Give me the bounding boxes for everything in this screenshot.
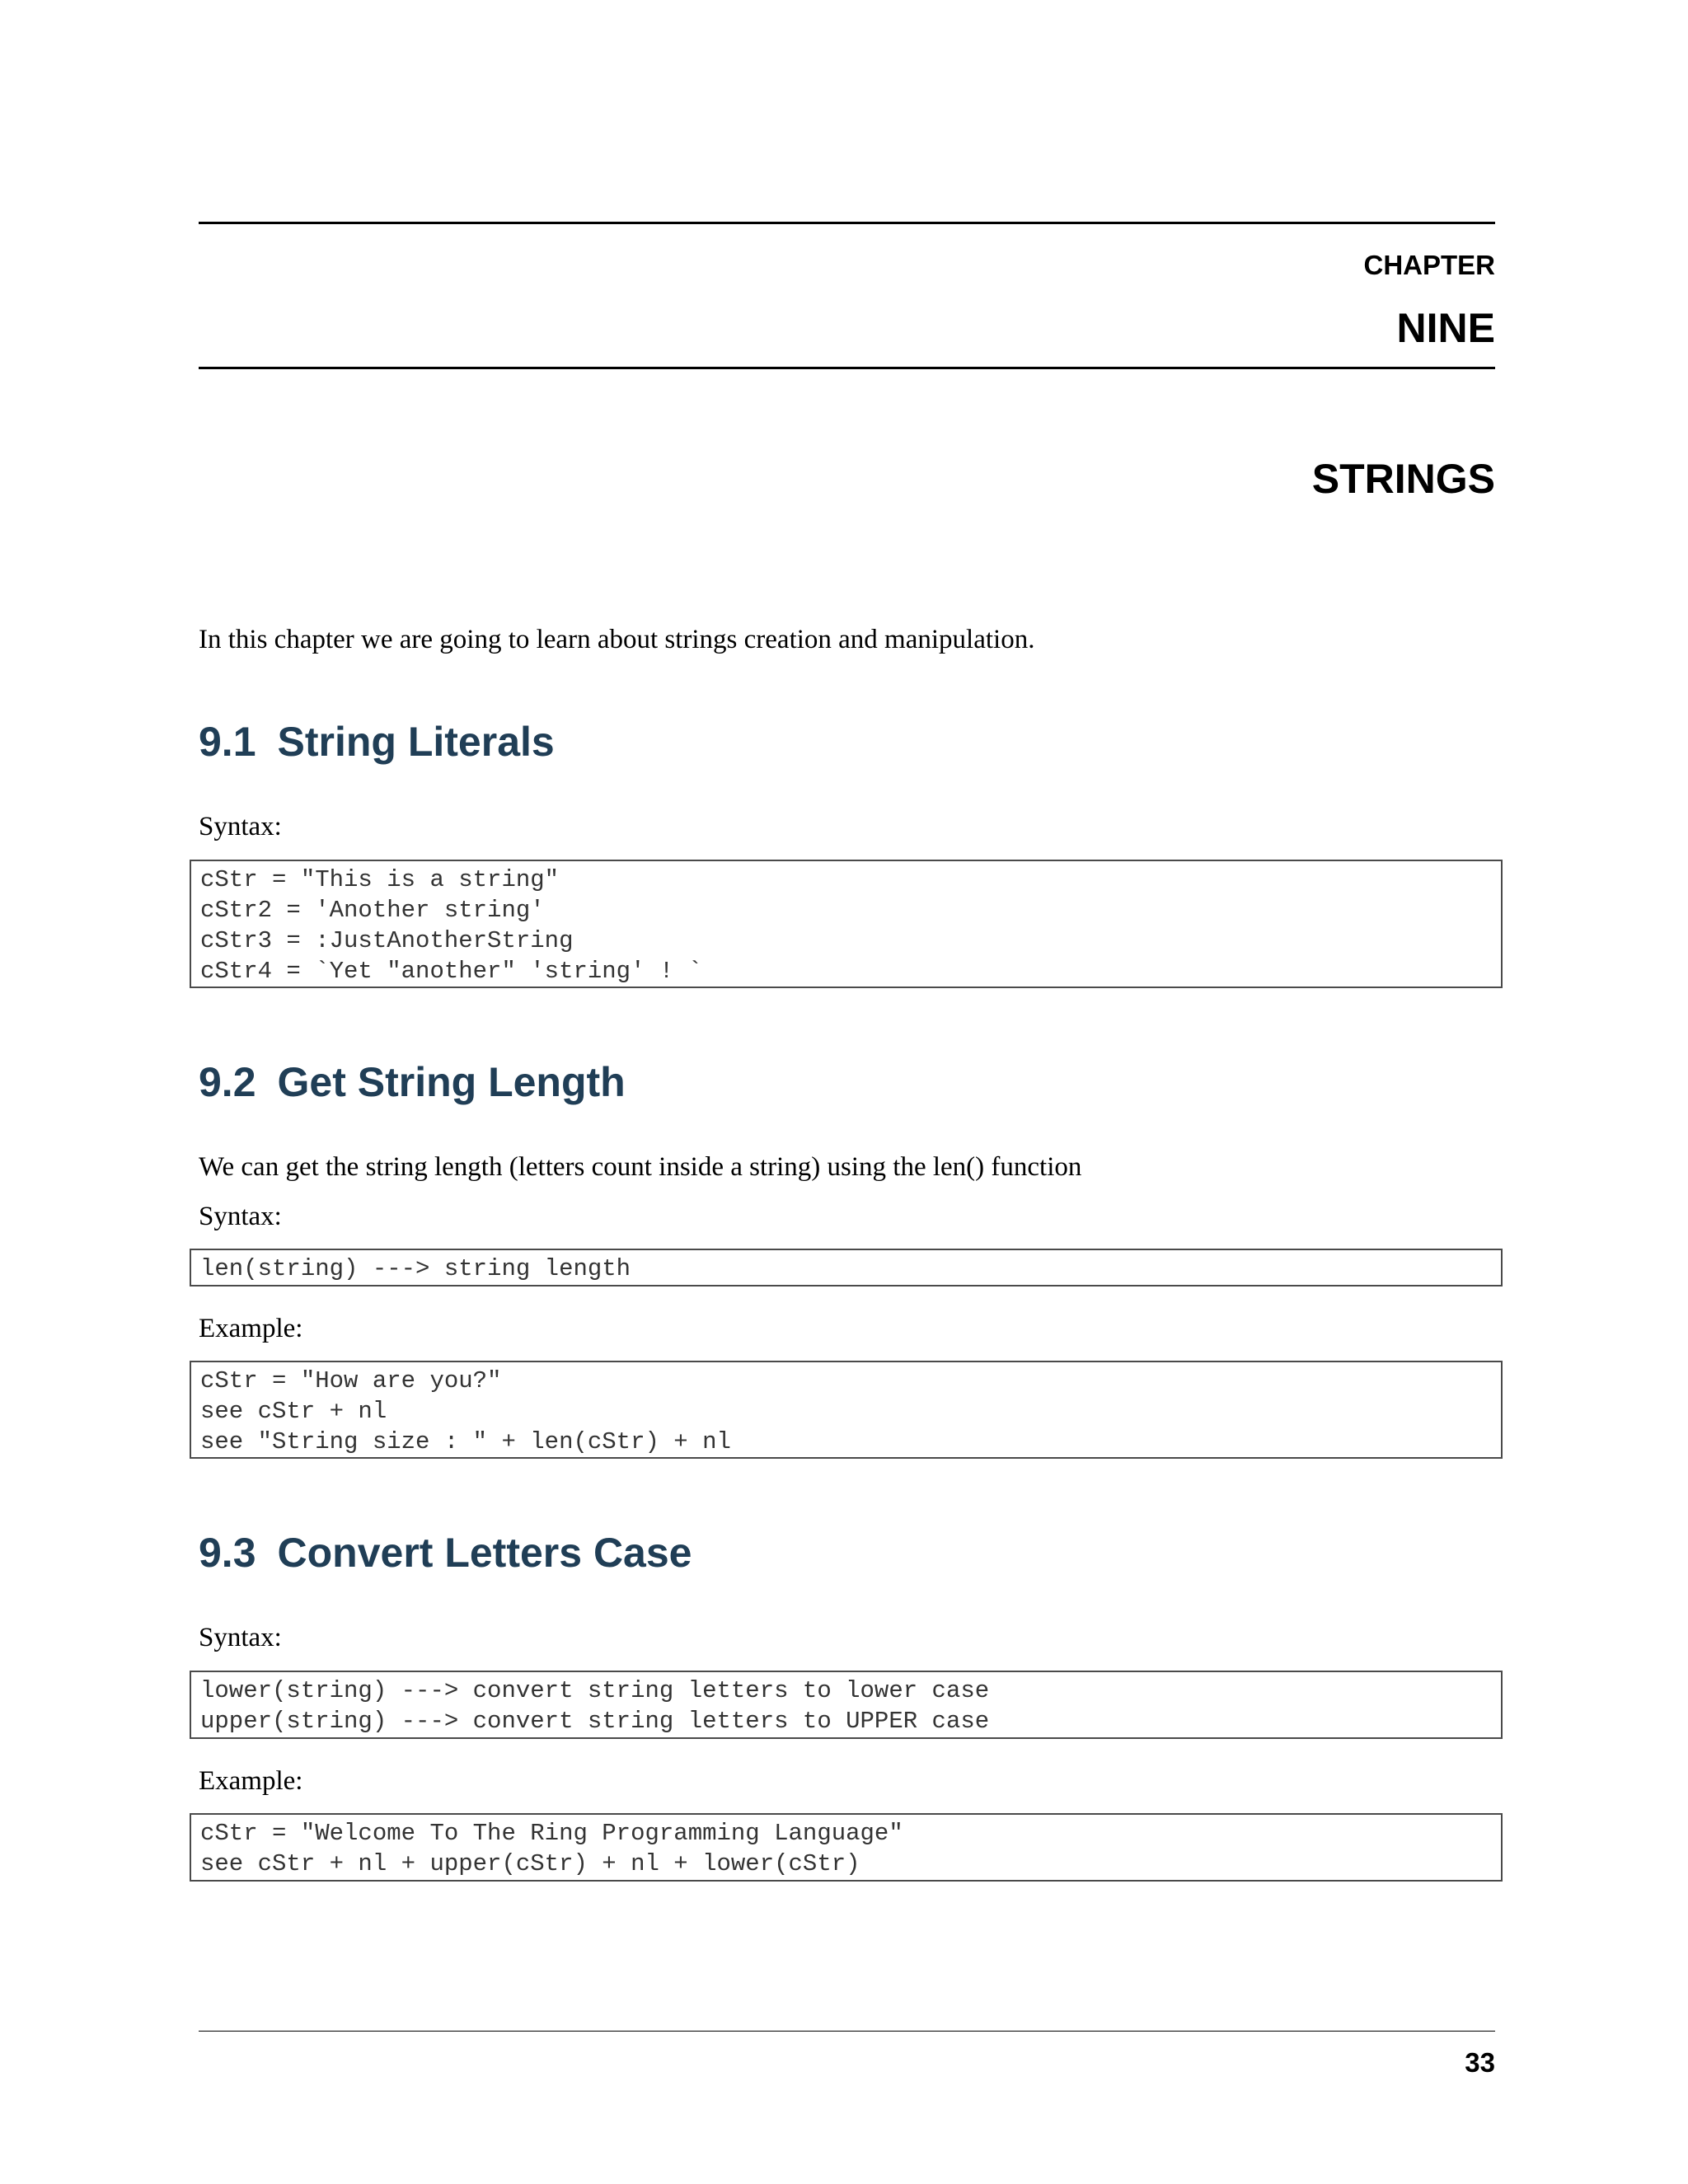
code-line: see cStr + nl xyxy=(200,1398,387,1425)
section-title: Convert Letters Case xyxy=(277,1530,692,1576)
example-label: Example: xyxy=(199,1314,303,1343)
chapter-bottom-rule xyxy=(199,367,1495,369)
syntax-label: Syntax: xyxy=(199,812,282,841)
code-line: cStr3 = :JustAnotherString xyxy=(200,927,574,954)
chapter-title: STRINGS xyxy=(1311,456,1495,502)
syntax-label: Syntax: xyxy=(199,1202,282,1231)
section-number: 9.2 xyxy=(199,1059,256,1105)
code-line: upper(string) ---> convert string letters to UPPER case xyxy=(200,1708,990,1735)
example-label: Example: xyxy=(199,1766,303,1796)
code-block-len-example xyxy=(190,1361,1503,1459)
syntax-label: Syntax: xyxy=(199,1623,282,1652)
chapter-top-rule xyxy=(199,222,1495,224)
code-line: see "String size : " + len(cStr) + nl xyxy=(200,1428,731,1455)
code-block-case-example xyxy=(190,1813,1503,1882)
page-number: 33 xyxy=(1465,2047,1495,2078)
code-block-len-syntax xyxy=(190,1249,1503,1286)
code-block-string-literals xyxy=(190,860,1503,988)
section-title: String Literals xyxy=(277,719,555,765)
section-number: 9.1 xyxy=(199,719,256,765)
code-line: len(string) ---> string length xyxy=(200,1255,631,1282)
section-title: Get String Length xyxy=(277,1059,626,1105)
code-line: cStr = "Welcome To The Ring Programming Language" xyxy=(200,1820,903,1847)
document-page xyxy=(199,0,1495,2184)
section-number: 9.3 xyxy=(199,1530,256,1576)
chapter-label: CHAPTER xyxy=(1363,250,1495,280)
section-description: We can get the string length (letters count inside a string) using the len() function xyxy=(199,1152,1082,1182)
intro-paragraph: In this chapter we are going to learn about strings creation and manipulation. xyxy=(199,625,1035,654)
footer-rule xyxy=(199,2031,1495,2032)
code-line: cStr4 = `Yet "another" 'string' ! ` xyxy=(200,958,703,985)
code-line: cStr = "This is a string" xyxy=(200,866,560,893)
section-heading-9-3 xyxy=(199,1528,692,1577)
section-heading-9-1 xyxy=(199,717,555,766)
code-line: see cStr + nl + upper(cStr) + nl + lower(cStr) xyxy=(200,1850,860,1877)
code-block-case-syntax xyxy=(190,1671,1503,1739)
code-line: cStr2 = 'Another string' xyxy=(200,897,545,924)
code-line: lower(string) ---> convert string letters to lower case xyxy=(200,1677,990,1704)
code-line: cStr = "How are you?" xyxy=(200,1367,502,1394)
section-heading-9-2 xyxy=(199,1057,626,1107)
chapter-number: NINE xyxy=(1396,305,1495,351)
